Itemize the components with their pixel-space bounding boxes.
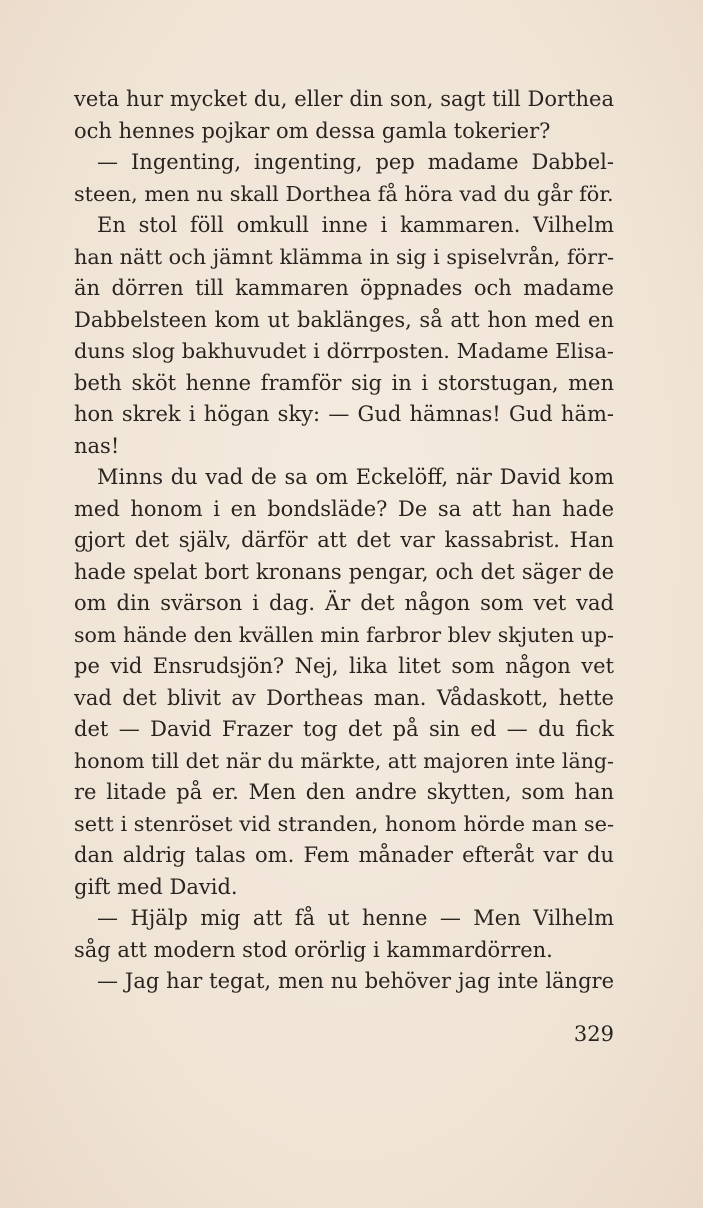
text-line: med honom i en bondsläde? De sa att han hade bbox=[74, 496, 614, 521]
text-line: gjort det själv, därför att det var kassabrist. Han bbox=[74, 528, 614, 552]
text-line: det — David Frazer tog det på sin ed — du fick bbox=[74, 717, 614, 741]
text-line: gift med David. bbox=[74, 874, 238, 899]
text-line: sett i stenröset vid stranden, honom hörde man se- bbox=[74, 811, 614, 836]
body-text bbox=[74, 84, 614, 998]
text-line: än dörren till kammaren öppnades och madame bbox=[74, 276, 614, 300]
text-line: beth sköt henne framför sig in i storstugan, men bbox=[74, 370, 614, 395]
text-line: nas! bbox=[74, 433, 120, 458]
text-line: Dabbelsteen kom ut baklänges, så att hon med en bbox=[74, 307, 614, 332]
text-line: hon skrek i högan sky: — Gud hämnas! Gud häm- bbox=[74, 402, 614, 426]
text-line: han nätt och jämnt klämma in sig i spiselvrån, förr- bbox=[74, 244, 614, 269]
text-line: En stol föll omkull inne i kammaren. Vilhelm bbox=[97, 213, 614, 237]
page-number: 329 bbox=[573, 1022, 614, 1046]
text-line: såg att modern stod orörlig i kammardörren. bbox=[74, 937, 553, 962]
text-line: dan aldrig talas om. Fem månader efteråt var du bbox=[74, 843, 614, 867]
text-line: pe vid Ensrudsjön? Nej, lika litet som någon vet bbox=[74, 654, 614, 678]
text-line: vad det blivit av Dortheas man. Vådaskott, hette bbox=[74, 685, 614, 710]
text-line: honom till det när du märkte, att majoren inte läng- bbox=[74, 748, 614, 773]
text-line: — Hjälp mig att få ut henne — Men Vilhelm bbox=[97, 906, 614, 930]
text-line: — Ingenting, ingenting, pep madame Dabbel- bbox=[97, 150, 614, 174]
text-line: duns slog bakhuvudet i dörrposten. Madame Elisa- bbox=[74, 339, 614, 363]
text-line: veta hur mycket du, eller din son, sagt till Dorthea bbox=[74, 87, 614, 111]
text-line: om din svärson i dag. Är det någon som vet vad bbox=[74, 591, 614, 615]
text-line: hade spelat bort kronans pengar, och det säger de bbox=[74, 559, 614, 584]
text-line: re litade på er. Men den andre skytten, som han bbox=[74, 780, 614, 804]
text-line: Minns du vad de sa om Eckelöff, när David kom bbox=[97, 465, 614, 489]
text-line: och hennes pojkar om dessa gamla tokerier? bbox=[74, 118, 551, 143]
text-line: steen, men nu skall Dorthea få höra vad du går för. bbox=[74, 181, 614, 206]
text-line: som hände den kvällen min farbror blev skjuten up- bbox=[74, 622, 614, 647]
text-line: — Jag har tegat, men nu behöver jag inte längre bbox=[97, 969, 614, 993]
